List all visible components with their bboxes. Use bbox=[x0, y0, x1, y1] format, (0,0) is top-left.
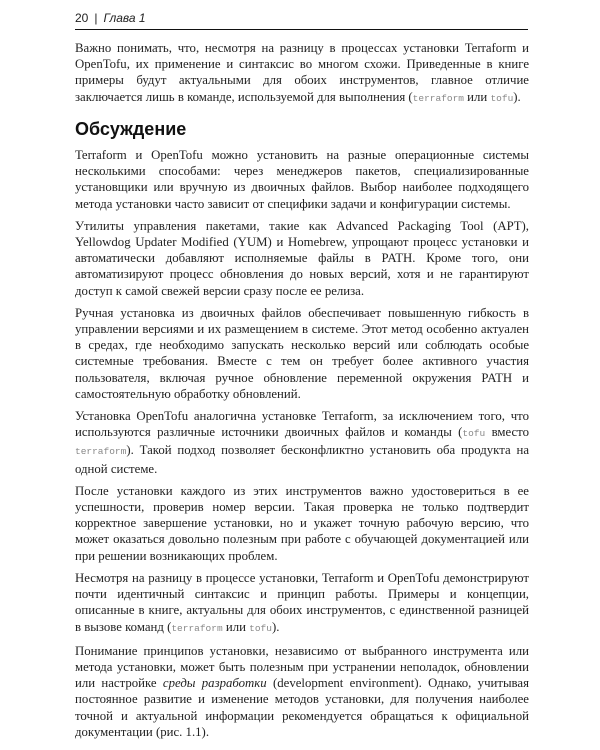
emphasis-term: среды разработки bbox=[162, 676, 267, 691]
chapter-title: Глава 1 bbox=[103, 11, 146, 25]
code-tofu: tofu bbox=[462, 428, 486, 440]
header-rule bbox=[75, 29, 528, 30]
code-terraform: terraform bbox=[412, 92, 464, 104]
paragraph-7 bbox=[75, 643, 529, 740]
paragraph-5: После установки каждого из этих инструментов важно удостовериться в ее успешности, проверив номер версии. Такая проверка не только подтвердит корректное завершение установки, но и укажет точную рабочую версию, что может оказаться довольно полезным при работе с обучающей документацией или при решении возникающих проблем. bbox=[75, 483, 529, 563]
code-terraform: terraform bbox=[171, 622, 223, 634]
p6-text-end: ). bbox=[271, 619, 280, 634]
page-body bbox=[75, 40, 529, 746]
page-number: 20 bbox=[75, 11, 89, 25]
intro-text-mid: или bbox=[463, 89, 491, 104]
p4-text-mid: вместо bbox=[485, 425, 529, 440]
p7-text-end: (development environment). Однако, учитывая постоянное развитие и изменение методов установки, для получения наиболее точной и актуальной информации рекомендуется обращаться к официальной документации (рис. 1.1). bbox=[75, 676, 529, 739]
p7-text: Понимание принципов установки, независимо от выбранного инструмента или метода установки, может быть полезным при устранении неполадок, обновлении или настройке bbox=[75, 643, 529, 691]
section-heading: Обсуждение bbox=[75, 118, 187, 139]
p4-text-end: ). Такой подход позволяет бесконфликтно установить оба продукта на одной системе. bbox=[75, 443, 529, 476]
code-terraform: terraform bbox=[75, 446, 127, 458]
paragraph-4 bbox=[75, 408, 529, 477]
p6-text-mid: или bbox=[222, 619, 250, 634]
p4-text: Установка OpenTofu аналогична установке Terraform, за исключением того, что используются различные источники двоичных файлов и команды ( bbox=[75, 409, 529, 440]
code-tofu: tofu bbox=[490, 92, 514, 104]
p6-text: Несмотря на разницу в процессе установки, Terraform и OpenTofu демонстрируют почти идентичный синтаксис и принцип работы. Примеры и концепции, описанные в книге, актуальны для обоих инструментов, с единственной разницей в вызове команд ( bbox=[75, 570, 529, 634]
running-head bbox=[75, 11, 146, 25]
header-separator: | bbox=[94, 11, 98, 25]
paragraph-3: Ручная установка из двоичных файлов обеспечивает повышенную гибкость в управлении версиями и их размещением в системе. Этот метод особенно актуален в средах, где необходимо запускать несколько версий или соблюдать особые системные требования. Вместе с тем он требует более активного участия пользователя, включая ручное обновление переменной окружения PATH и самостоятельную обработку обновлений. bbox=[75, 305, 529, 401]
paragraph-2: Утилиты управления пакетами, такие как Advanced Packaging Tool (APT), Yellowdog Updater Modified (YUM) и Homebrew, упрощают процесс установки и автоматически добавляют исполняемые файлы в PATH. Кроме того, они автоматизируют процесс обновления до новых версий, хотя и не гарантируют доступ к самой свежей версии сразу после ее релиза. bbox=[75, 218, 529, 298]
paragraph-1: Terraform и OpenTofu можно установить на разные операционные системы несколькими способами: через менеджеров пакетов, специализированные установщики или вручную из двоичных файлов. Выбор наиболее подходящего метода установки часто зависит от специфики задачи и конфигурации системы. bbox=[75, 148, 529, 211]
intro-text: Важно понимать, что, несмотря на разницу в процессах установки Terraform и OpenTofu, их применение и синтаксис во многом схожи. Приведенные в книге примеры будут актуальными для обоих инструментов, главное отличие заключается лишь в команде, используемой для выполнения ( bbox=[75, 41, 529, 104]
intro-text-end: ). bbox=[513, 89, 521, 104]
code-tofu: tofu bbox=[249, 622, 272, 634]
paragraph-6 bbox=[75, 570, 529, 637]
intro-paragraph bbox=[75, 40, 529, 107]
